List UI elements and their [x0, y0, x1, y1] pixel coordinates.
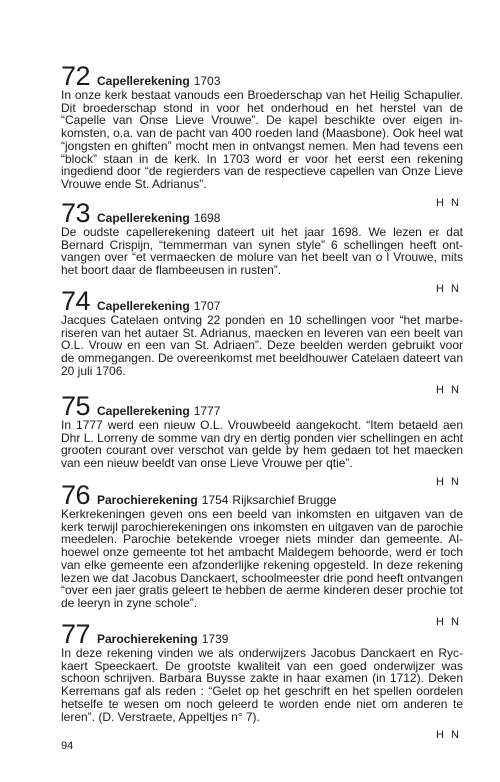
text-line: van een nieuw beeldt van onse Lieve Vrouwe per qtie”. — [61, 456, 353, 471]
signature: H N — [436, 729, 461, 742]
signature: H N — [436, 196, 461, 209]
entry-76 — [61, 482, 463, 629]
text-line: In onze kerk bestaat vanouds een Broederschap van het Heilig Schapulier. — [61, 88, 463, 102]
entry-number: 76 — [61, 480, 91, 510]
entry-year: 1707 — [193, 299, 221, 313]
text-line: O.L. Vrouw en een van St. Adriaen”. Deze beelden werden gebruikt voor — [61, 338, 463, 353]
entry-year: 1777 — [193, 404, 221, 418]
text-line: Jacques Catelaen ontving 22 ponden en 10 schellingen voor “het marbe- — [61, 313, 463, 327]
signature: H N — [436, 383, 461, 396]
text-line: komsten, o.a. van de pacht van 400 roeden land (Maasbone). Ook heel wat — [61, 126, 463, 141]
text-line: “block” staan in de kerk. In 1703 word er voor het eerst een rekening — [61, 151, 463, 166]
text-line: riseren van het autaer St. Adrianus, maecken en leveren van een beelt van — [61, 325, 463, 340]
text-line: Dhr L. Lorreny de somme van dry en dertig ponden vier schellingen en acht — [61, 430, 463, 445]
entry-heading — [61, 621, 463, 647]
entry-title: Capellerekening — [97, 211, 190, 225]
entry-74 — [61, 288, 463, 397]
text-line: van elke gemeente een afzonderlijke rekening opgesteld. In deze rekening — [61, 557, 463, 572]
text-line: ingediend door “de regierders van de respectieve capellen van Onze Lieve — [61, 164, 463, 179]
text-line: lezen we dat Jacobus Danckaert, schoolmeester drie pond heeft ontvangen — [61, 570, 463, 585]
text-line: meedelen. Parochie betekende vroeger niets minder dan gemeente. Al- — [61, 532, 463, 547]
entry-title: Parochierekening — [97, 632, 198, 646]
text-line: “jongsten en ghiften” mocht men in ontvangst nemen. Men had tevens een — [61, 138, 463, 153]
entry-heading — [61, 200, 463, 226]
entry-heading — [61, 393, 463, 419]
entry-heading — [61, 288, 463, 314]
text-line: “Capelle van Onse Lieve Vrouwe”. De kapel beschikte over eigen in- — [61, 113, 463, 128]
entry-number: 74 — [61, 286, 91, 316]
entry-title: Capellerekening — [97, 404, 190, 418]
entry-year: 1703 — [193, 74, 221, 88]
entry-title: Parochierekening — [97, 493, 198, 507]
text-line: Kerremans gaf als reden : “Gelet op het geschrift en het spellen oordelen — [61, 684, 463, 699]
entry-title: Capellerekening — [97, 74, 190, 88]
entry-source: Rijksarchief Brugge — [232, 493, 337, 507]
entry-title: Capellerekening — [97, 299, 190, 313]
signature: H N — [436, 282, 461, 295]
text-line: het boort daar de flambeeusen in rusten”. — [61, 263, 282, 278]
signature: H N — [436, 615, 461, 628]
entry-number: 77 — [61, 619, 91, 649]
entry-heading — [61, 63, 463, 89]
entry-72 — [61, 63, 463, 210]
text-line: Vrouwe ende St. Adrianus”. — [61, 176, 207, 191]
signature: H N — [436, 475, 461, 488]
text-line: Kerkrekeningen geven ons een beeld van inkomsten en uitgaven van de — [61, 507, 463, 521]
text-line: de leeryn in zyne schole”. — [61, 595, 198, 610]
entry-number: 75 — [61, 391, 91, 421]
entry-73 — [61, 200, 463, 296]
text-line: hoewel onze gemeente tot het ambacht Maldegem behoorde, werd er toch — [61, 545, 463, 560]
entry-year: 1754 — [201, 493, 229, 507]
entry-number: 73 — [61, 198, 91, 228]
text-line: vangen over “et vermaecken de molure van het beelt van o l Vrouwe, mits — [61, 250, 463, 265]
text-line: 20 juli 1706. — [61, 363, 126, 378]
text-line: De oudste capellerekening dateert uit het jaar 1698. We lezen er dat — [61, 225, 463, 239]
text-line: “over een jaer gratis geleert te hebben de aerme kinderen deser prochie tot — [61, 583, 463, 598]
text-line: In 1777 werd een nieuw O.L. Vrouwbeeld aangekocht. “Item betaeld aen — [61, 418, 463, 432]
entry-year: 1698 — [193, 211, 221, 225]
entry-75 — [61, 393, 463, 489]
text-line: grooten courant over verschot van gelde by hem gedaen tot het maecken — [61, 443, 463, 458]
text-line: leren”. (D. Verstraete, Appeltjes n° 7). — [61, 709, 260, 724]
entry-year: 1739 — [201, 632, 229, 646]
entry-heading — [61, 482, 463, 508]
entry-77 — [61, 621, 463, 742]
text-line: hetselfe te wesen om noch geleerd te worden ende niet om anderen te — [61, 696, 463, 711]
text-line: kerk terwijl parochierekeningen ons inkomsten en uitgaven van de parochie — [61, 519, 463, 534]
text-line: kaert Speeckaert. De grootste kwaliteit van een goed onderwijzer was — [61, 658, 463, 673]
text-line: de ommegangen. De overeenkomst met beeldhouwer Catelaen dateert van — [61, 351, 463, 366]
text-line: schoon schrijven. Barbara Buysse zakte in haar examen (in 1712). Deken — [61, 671, 463, 686]
text-line: In deze rekening vinden we als onderwijzers Jacobus Danckaert en Ryc- — [61, 646, 463, 660]
entry-number: 72 — [61, 61, 91, 91]
text-line: Bernard Crispijn, “temmerman van synen style” 6 schellingen heeft ont- — [61, 237, 463, 252]
page-number: 94 — [61, 740, 74, 752]
text-line: Dit broederschap stond in voor het onderhoud en het herstel van de — [61, 100, 463, 115]
